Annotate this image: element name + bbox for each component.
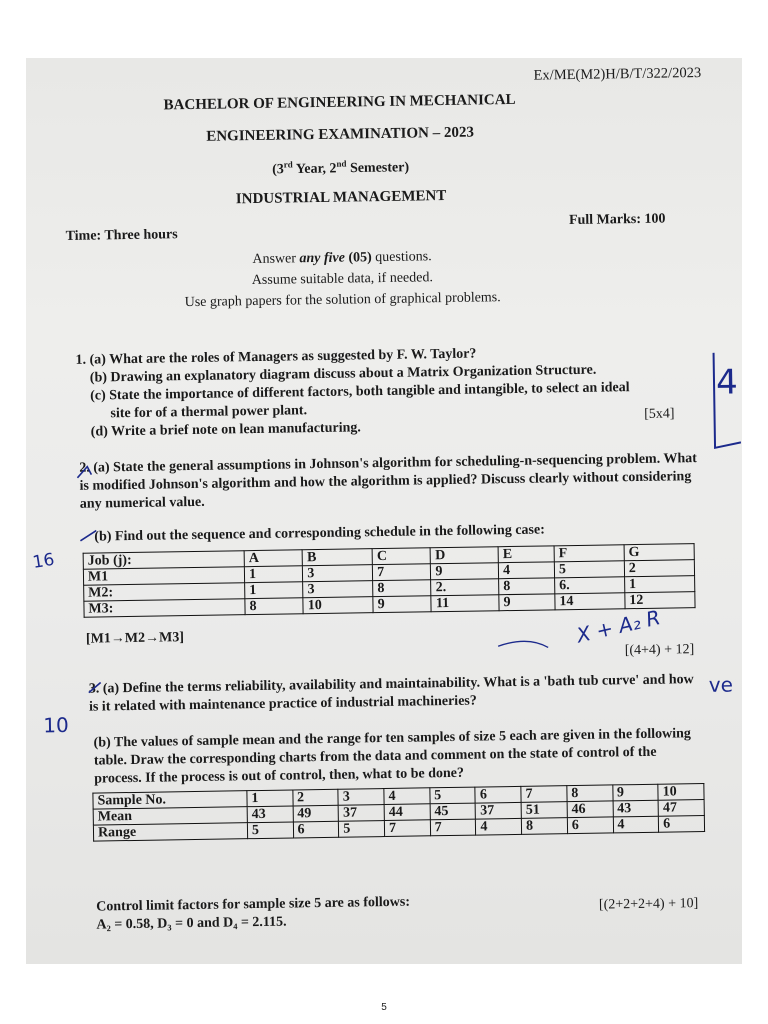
control-table-cell: 47: [658, 800, 704, 817]
control-table-cell: 43: [613, 800, 659, 817]
control-table-cell: 4: [476, 818, 522, 835]
control-table-cell: 6: [659, 816, 705, 833]
johnson-table-cell: 5: [554, 561, 624, 578]
control-table-cell: 7: [384, 820, 430, 837]
johnson-table-cell: C: [372, 548, 430, 565]
johnson-table-cell: 2.: [431, 579, 499, 596]
johnson-table-cell: G: [624, 544, 694, 561]
johnson-table-cell: A: [244, 550, 302, 567]
control-table-cell: 5: [247, 822, 293, 839]
control-table-cell: 1: [247, 790, 293, 807]
control-table-cell: 6: [293, 821, 339, 838]
ink-strike-q2a: [77, 467, 91, 478]
control-table-cell: 49: [293, 805, 339, 822]
johnson-table-cell: E: [498, 546, 554, 563]
q2-part-a: 2. (a) State the general assumptions in Johnson's algorithm for scheduling-n-sequencing problem. What is modified Johnson's algorithm and how the algorithm is applied? Discuss clearly without considering any numerical value.: [79, 451, 697, 512]
johnson-table-cell: 9: [373, 596, 431, 613]
johnson-table-cell: 3: [303, 565, 373, 582]
exam-title: ENGINEERING EXAMINATION – 2023: [206, 124, 475, 145]
q3-part-b: (b) The values of sample mean and the range for ten samples of size 5 each are given in the following table. Draw the corresponding charts from the data and comment on the state of control of the process. If the process is out of control, then, what to be done?: [93, 726, 691, 787]
control-table-cell: 37: [476, 802, 522, 819]
johnson-table-cell: 6.: [555, 577, 625, 594]
johnson-table-row-label: M2:: [84, 583, 245, 602]
instruction-assume: Assume suitable data, if needed.: [251, 270, 434, 289]
control-table-row-label: Mean: [93, 807, 247, 825]
johnson-table-row-label: M1: [83, 567, 244, 586]
control-table-cell: 7: [430, 819, 476, 836]
johnson-table-cell: B: [302, 549, 372, 566]
instruction-answer: Answer any five (05) questions.: [252, 249, 432, 268]
johnson-table-cell: 11: [431, 595, 499, 612]
q3-marks: [(2+2+2+4) + 10]: [598, 896, 699, 913]
q2-marks: [(4+4) + 12]: [624, 642, 695, 659]
johnson-table-cell: 1: [245, 582, 303, 599]
ink-mark-q3: 10: [43, 712, 69, 738]
control-table-cell: 51: [521, 802, 567, 819]
q3-part-a: 3. (a) Define the terms reliability, availability and maintainability. What is a 'bath tub curve' and how is it related with maintenance practice of industrial machineries?: [88, 672, 694, 715]
control-table-cell: 45: [430, 803, 476, 820]
johnson-table-cell: 12: [625, 592, 695, 609]
control-table-cell: 9: [612, 784, 658, 801]
johnson-table-cell: 8: [373, 580, 431, 597]
full-marks: Full Marks: 100: [568, 211, 666, 229]
control-table-cell: 8: [567, 785, 613, 802]
paper-code: Ex/ME(M2)H/B/T/322/2023: [533, 64, 702, 84]
exam-paper: [26, 58, 742, 964]
control-table-cell: 6: [567, 817, 613, 834]
control-table-cell: 43: [247, 806, 293, 823]
control-table-cell: 2: [292, 789, 338, 806]
control-limit-values: A₂ = 0.58, D₃ = 0 and D₄ = 2.115.: [96, 914, 287, 933]
control-table-cell: 5: [339, 821, 385, 838]
control-table-cell: 46: [567, 801, 613, 818]
control-table-cell: 37: [338, 805, 384, 822]
control-table-cell: 10: [658, 784, 704, 801]
q1-part-d: (d) Write a brief note on lean manufacturing.: [90, 420, 361, 440]
control-table-cell: 44: [384, 804, 430, 821]
degree-title: BACHELOR OF ENGINEERING IN MECHANICAL: [163, 91, 516, 114]
control-table-cell: 7: [521, 786, 567, 803]
johnson-table-cell: 3: [303, 581, 373, 598]
johnson-table-cell: 2: [624, 560, 694, 577]
johnson-table-row-label: Job (j):: [83, 551, 244, 570]
document-photo: [26, 58, 742, 964]
year-semester: (3rd Year, 2nd Semester): [272, 158, 410, 178]
johnson-table-cell: F: [554, 545, 624, 562]
johnson-table-cell: 1: [624, 576, 694, 593]
johnson-table-cell: 10: [303, 597, 373, 614]
ink-scribble: [498, 641, 548, 648]
johnson-table-cell: 14: [555, 593, 625, 610]
control-table-row-label: Sample No.: [93, 791, 247, 809]
ink-annotations: [26, 58, 742, 964]
control-table-cell: 4: [384, 788, 430, 805]
johnson-table-cell: 1: [244, 566, 302, 583]
control-table-row-label: Range: [93, 823, 247, 841]
q1-part-b: (b) Drawing an explanatory diagram discuss about a Matrix Organization Structure.: [89, 362, 597, 386]
ink-strike-q2b: [80, 531, 96, 541]
johnson-table-cell: 4: [498, 562, 554, 579]
control-table-cell: 4: [613, 816, 659, 833]
control-table-cell: 5: [430, 787, 476, 804]
johnson-table-cell: 8: [245, 598, 303, 615]
johnson-table-cell: D: [431, 547, 499, 564]
control-table-cell: 8: [521, 818, 567, 835]
time-allowed: Time: Three hours: [65, 227, 178, 244]
instruction-graph: Use graph papers for the solution of graphical problems.: [184, 290, 501, 311]
control-table-cell: 6: [475, 786, 521, 803]
q1-marks: [5x4]: [644, 406, 675, 422]
johnson-table-cell: 8: [499, 578, 555, 595]
ink-right-note: ve: [708, 672, 734, 697]
ink-mark-q2: 16: [31, 549, 56, 573]
machine-route: [M1→M2→M3]: [85, 630, 185, 647]
subject-title: INDUSTRIAL MANAGEMENT: [235, 187, 447, 208]
johnson-table-row-label: M3:: [84, 599, 245, 618]
ink-mark-q1: 4: [715, 362, 738, 403]
johnson-table-cell: 9: [499, 594, 555, 611]
ink-strike-q3a: [89, 682, 101, 692]
q2-part-b: (b) Find out the sequence and corresponding schedule in the following case:: [94, 522, 545, 545]
control-table-cell: 3: [338, 789, 384, 806]
ink-formula: X + A₂ R: [574, 605, 663, 648]
control-limit-note: Control limit factors for sample size 5 are as follows:: [96, 894, 411, 915]
page-number: 5: [381, 1002, 387, 1013]
johnson-table-cell: 7: [373, 564, 431, 581]
q1-part-c-cont: site for of a thermal power plant.: [110, 403, 308, 422]
q1-part-c: (c) State the importance of different factors, both tangible and intangible, to select an ideal: [90, 380, 630, 404]
johnson-table-cell: 9: [431, 563, 499, 580]
q1-part-a: 1. (a) What are the roles of Managers as suggested by F. W. Taylor?: [75, 346, 477, 368]
